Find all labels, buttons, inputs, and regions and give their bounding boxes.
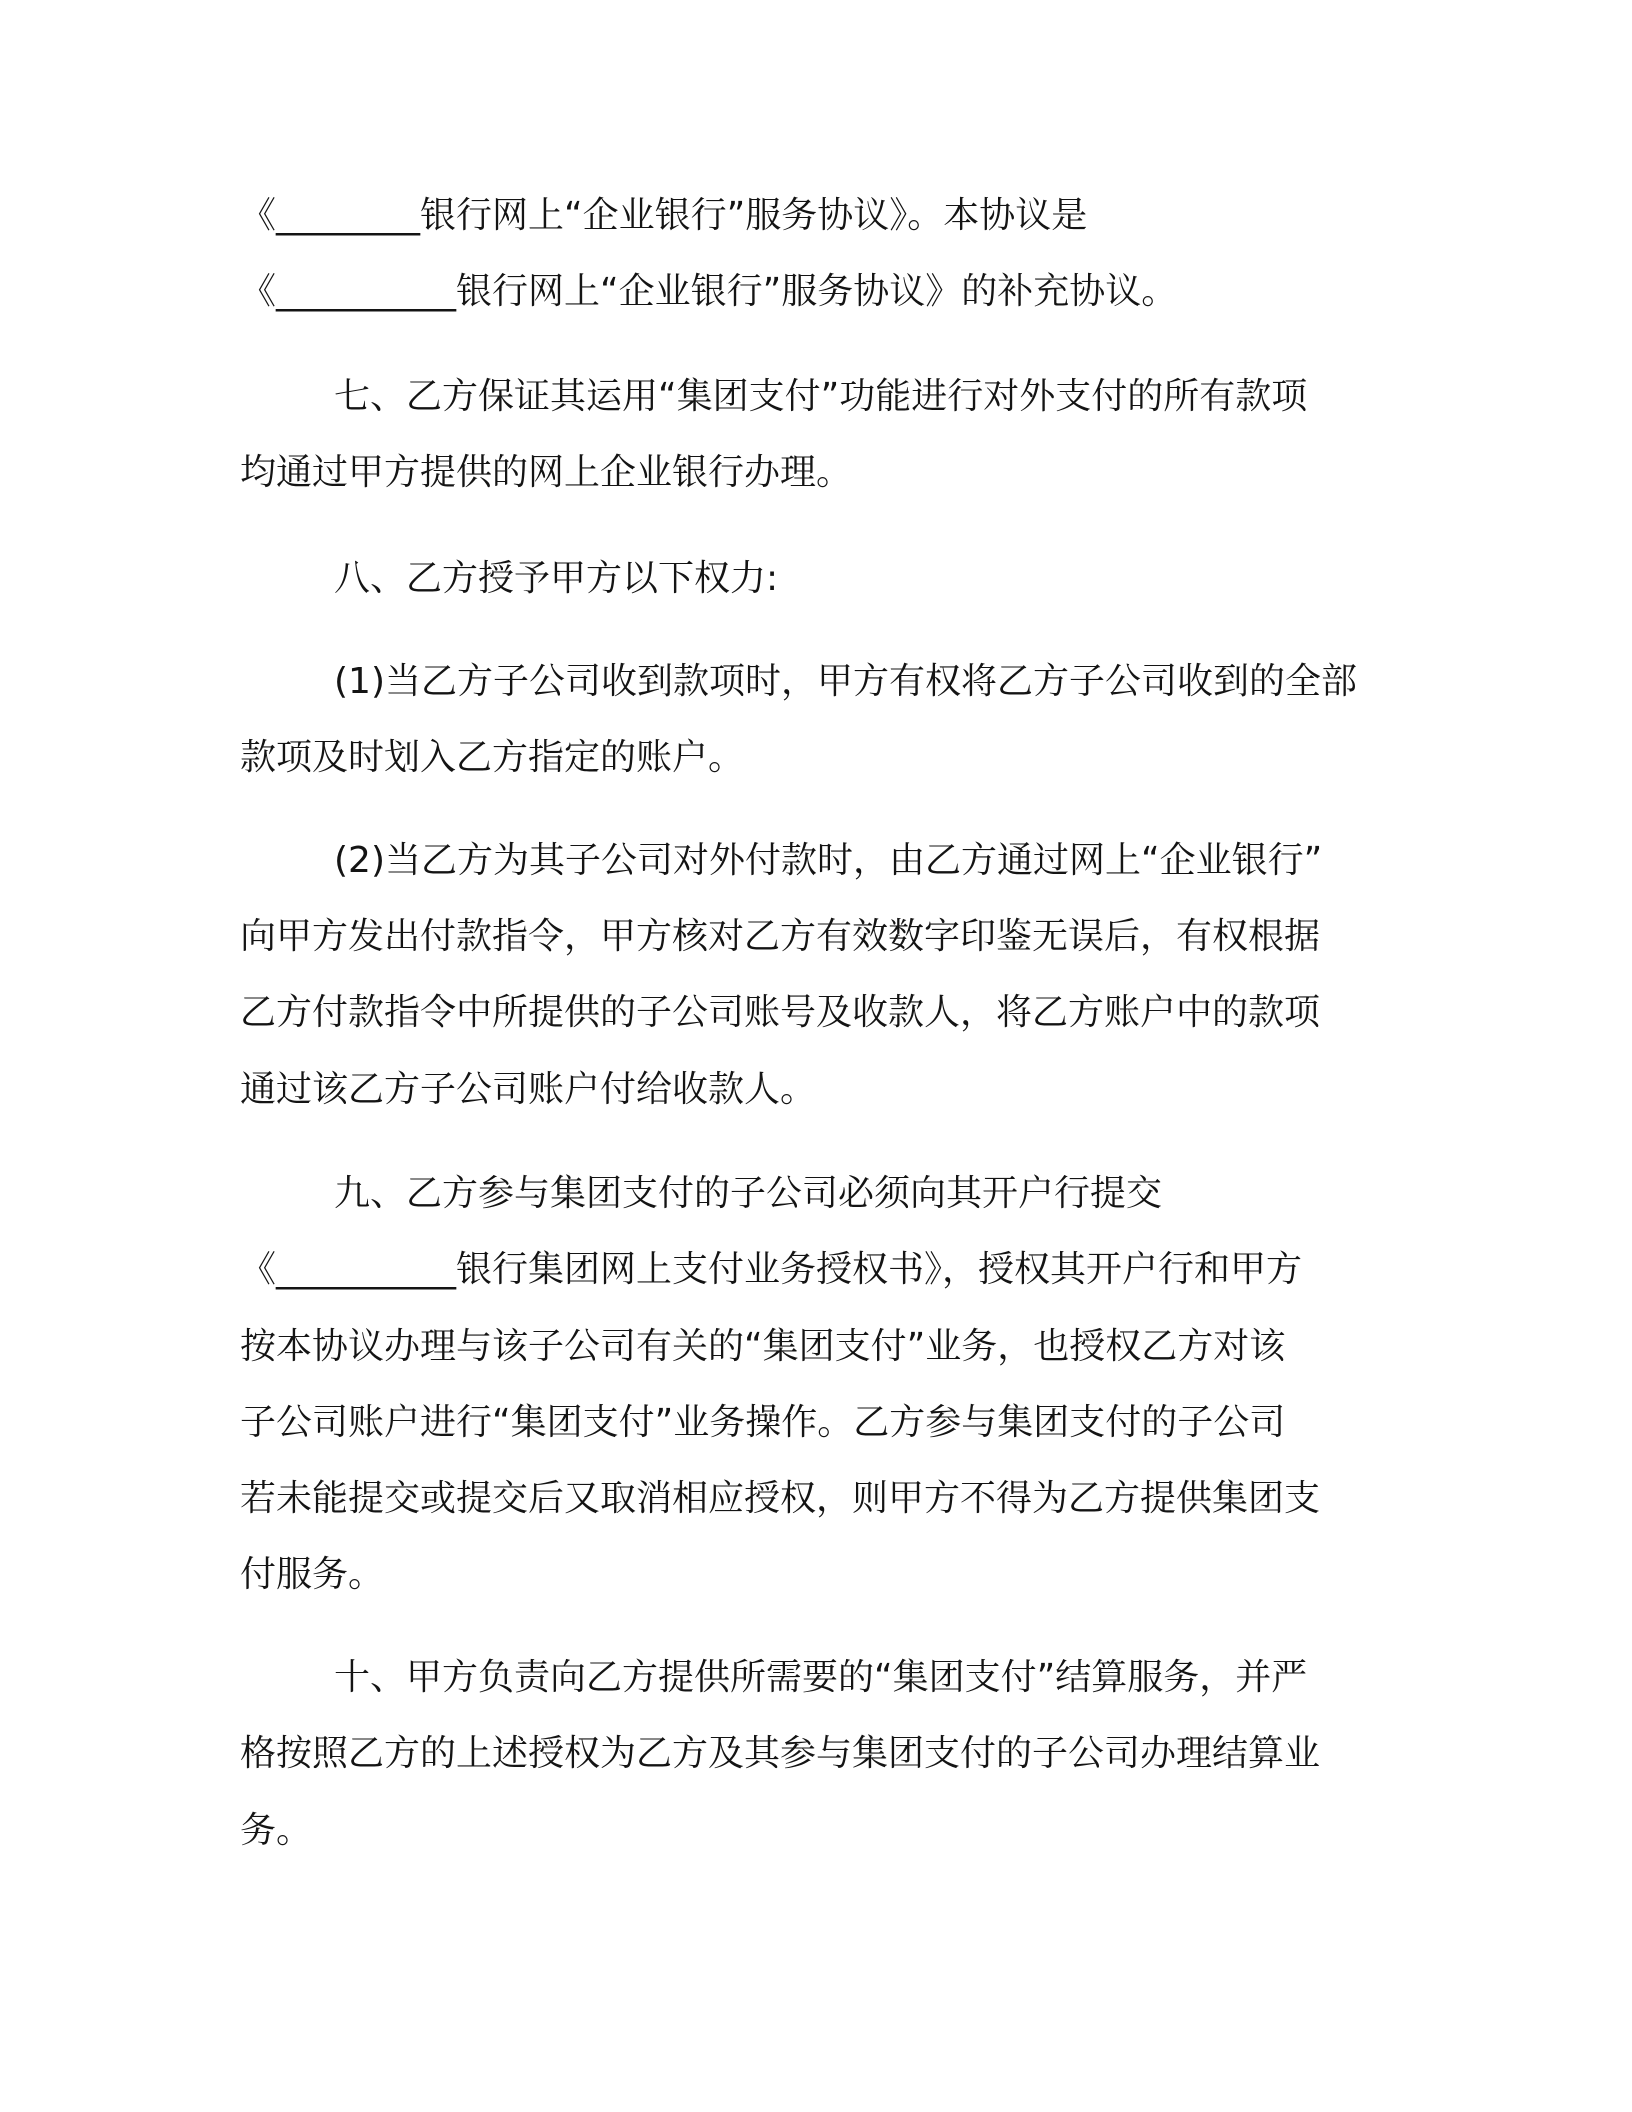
section-10-heading-line: 十、甲方负责向乙方提供所需要的“集团支付”结算服务，并严 (334, 1657, 1308, 1698)
text-line-17: 付服务。 (240, 1554, 385, 1595)
text-line-7: 款项及时划入乙方指定的账户。 (240, 737, 745, 778)
text-line-4: 均通过甲方提供的网上企业银行办理。 (240, 452, 853, 493)
text-line-9: 向甲方发出付款指令，甲方核对乙方有效数字印鉴无误后，有权根据 (240, 916, 1321, 957)
text-line-11: 通过该乙方子公司账户付给收款人。 (240, 1069, 817, 1110)
section-8-heading-line: 八、乙方授予甲方以下权力: (334, 558, 779, 599)
text-line-10: 乙方付款指令中所提供的子公司账号及收款人，将乙方账户中的款项 (240, 992, 1321, 1033)
text-line-19: 格按照乙方的上述授权为乙方及其参与集团支付的子公司办理结算业 (240, 1733, 1321, 1774)
section-9-heading-line: 九、乙方参与集团支付的子公司必须向其开户行提交 (334, 1173, 1163, 1214)
text-line-14: 按本协议办理与该子公司有关的“集团支付”业务，也授权乙方对该 (240, 1326, 1286, 1367)
text-line-15: 子公司账户进行“集团支付”业务操作。乙方参与集团支付的子公司 (240, 1402, 1286, 1443)
text-line-16: 若未能提交或提交后又取消相应授权，则甲方不得为乙方提供集团支 (240, 1478, 1321, 1519)
clause-8-2-line: (2)当乙方为其子公司对外付款时，由乙方通过网上“企业银行” (334, 840, 1323, 881)
text-line-20: 务。 (240, 1810, 313, 1851)
text-line-2: 《__________银行网上“企业银行”服务协议》的补充协议。 (240, 271, 1178, 312)
clause-8-1-line: (1)当乙方子公司收到款项时，甲方有权将乙方子公司收到的全部 (334, 661, 1357, 702)
section-7-heading-line: 七、乙方保证其运用“集团支付”功能进行对外支付的所有款项 (334, 376, 1308, 417)
text-line-1: 《________银行网上“企业银行”服务协议》。本协议是 (240, 195, 1088, 236)
text-line-13: 《__________银行集团网上支付业务授权书》，授权其开户行和甲方 (240, 1249, 1303, 1290)
